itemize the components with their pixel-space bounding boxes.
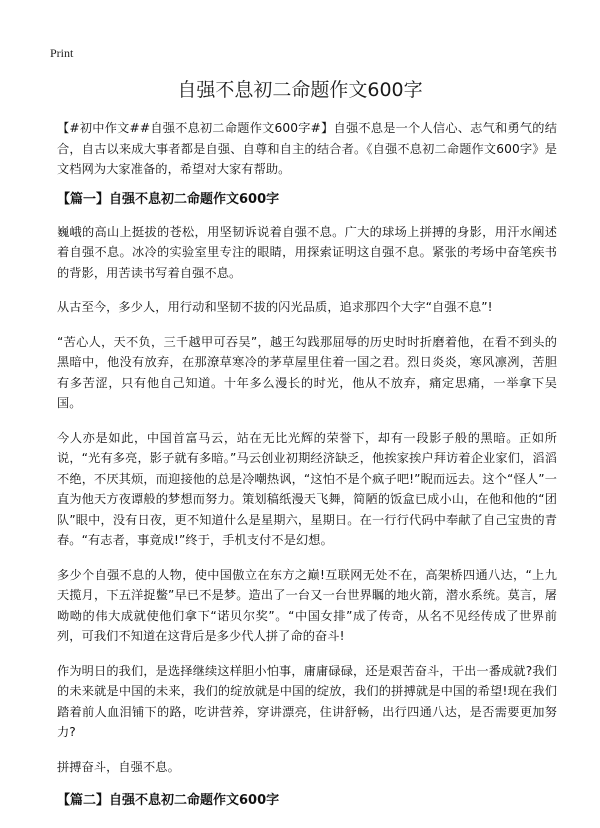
section-heading-1: 【篇一】自强不息初二命题作文600字 <box>57 191 280 207</box>
paragraph: 从古至今，多少人，用行动和坚韧不拔的闪光品质，追求那四个大字“自强不息”! <box>57 300 493 314</box>
paragraph: 多少个自强不息的人物，使中国傲立在东方之巅!互联网无处不在，高架桥四通八达，“上九天揽月，下五洋捉鳖”早已不是梦。造出了一台又一台世界瞩的地火箭，潜水系统。莫言，屠呦呦的伟大成就使他们拿下“诺贝尔奖”。“中国女排”成了传奇，从名不见经传成了世界前列，可我们不知道在这背后是多少代人拼了命的奋斗! <box>57 567 557 643</box>
article-body <box>57 118 557 811</box>
paragraph: “苦心人，天不负，三千越甲可吞吴”，越王勾践那屈辱的历史时时折磨着他，在看不到头的黑暗中，他没有放弃，在那潦草寒冷的茅草屋里住着一国之君。烈日炎炎，寒风凛冽，苦胆有多苦涩，只有他自己知道。十年多么漫长的时光，他从不放弃，痛定思痛，一举拿下吴国。 <box>57 334 557 410</box>
paragraph: 今人亦是如此，中国首富马云，站在无比光辉的荣誉下，却有一段影子般的黑暗。正如所说，“光有多亮，影子就有多暗。”马云创业初期经济缺乏，他挨家挨户拜访着企业家们，滔滔不绝，不厌其烦，而迎接他的总是冷嘲热讽，“这怕不是个疯子吧!”睨而远去。这个“怪人”一直为他天方夜谭般的梦想而努力。策划稿纸漫天飞舞，简陋的饭盒已成小山，在他和他的“团队”眼中，没有日夜，更不知道什么是星期六，星期日。在一行行代码中奉献了自己宝贵的青春。“有志者，事竟成!”终于，手机支付不是幻想。 <box>57 430 557 547</box>
intro-paragraph: 【#初中作文##自强不息初二命题作文600字#】自强不息是一个人信心、志气和勇气的结合，自古以来成大事者都是自强、自尊和自主的结合者。《自强不息初二命题作文600字》是文档网为大家准备的，希望对大家有帮助。 <box>57 121 557 176</box>
paragraph: 巍峨的高山上挺拔的苍松，用坚韧诉说着自强不息。广大的球场上拼搏的身影，用汗水阐述着自强不息。冰冷的实验室里专注的眼睛，用探索证明这自强不息。紧张的考场中奋笔疾书的背影，用苦读书写着自强不息。 <box>57 224 557 280</box>
document-title: 自强不息初二命题作文600字 <box>177 79 423 101</box>
section-heading-2: 【篇二】自强不息初二命题作文600字 <box>57 793 280 808</box>
paragraph: 拼搏奋斗，自强不息。 <box>57 759 180 774</box>
print-link[interactable]: Print <box>50 46 74 60</box>
paragraph: 作为明日的我们，是选择继续这样胆小怕事，庸庸碌碌，还是艰苦奋斗，干出一番成就?我们的未来就是中国的未来，我们的绽放就是中国的绽放，我们的拼搏就是中国的希望!现在我们踏着前人血泪铺下的路，吃讲营养，穿讲漂亮，住讲舒畅，出行四通八达，是否需要更加努力? <box>57 663 557 739</box>
